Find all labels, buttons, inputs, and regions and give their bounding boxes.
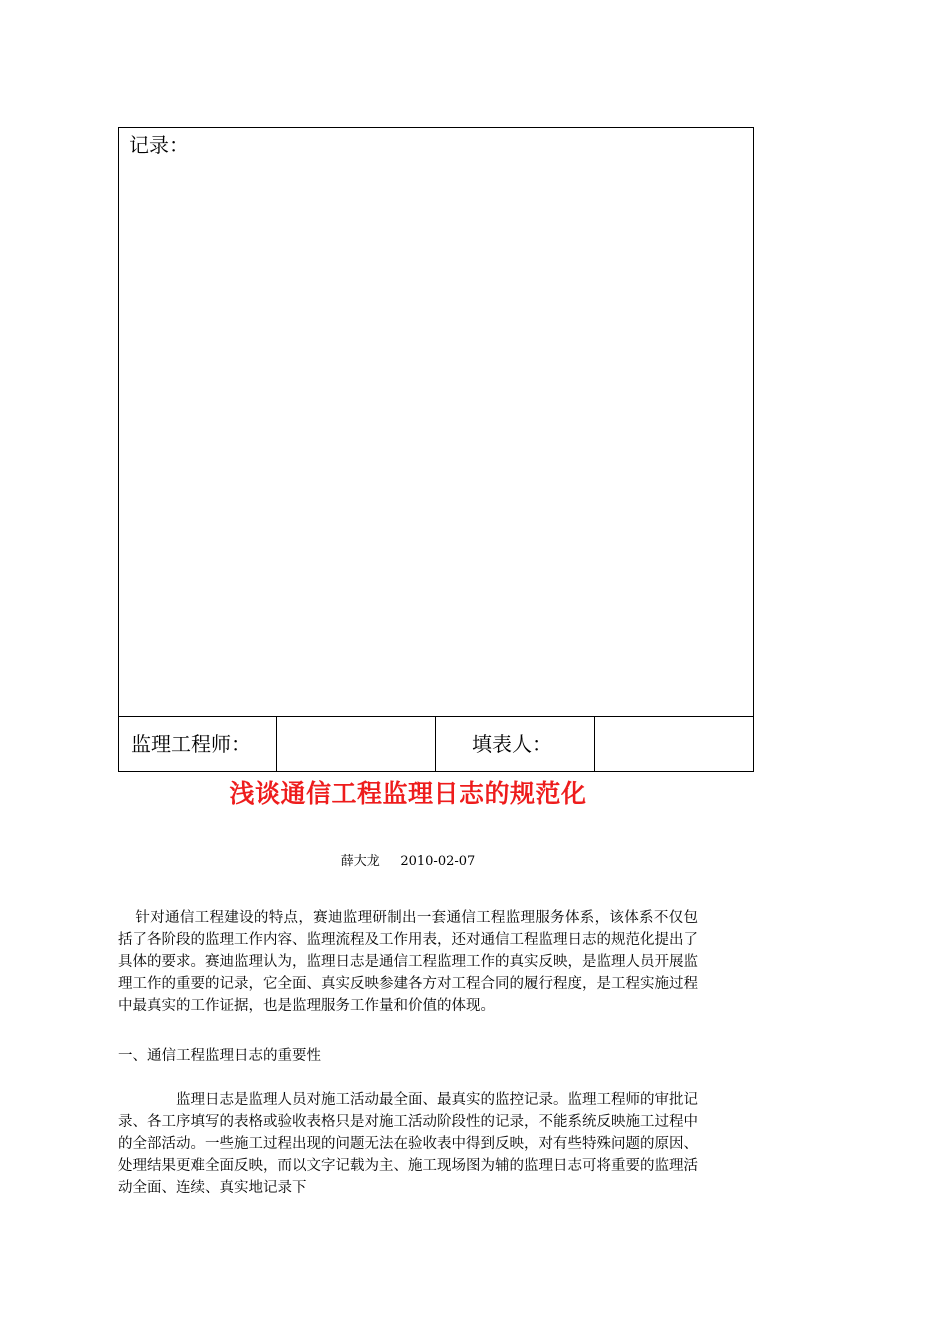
filler-label-cell [436,717,595,772]
supervision-log-form [118,127,754,772]
filler-label: 填表人： [472,732,552,756]
article-byline: 薛大龙 2010-02-07 [340,854,476,869]
engineer-signature-cell[interactable] [277,717,436,772]
article-title: 浅谈通信工程监理日志的规范化 [229,779,587,808]
filler-signature-cell[interactable] [595,717,754,772]
section-heading: 一、通信工程监理日志的重要性 [118,1048,321,1064]
intro-paragraph: 针对通信工程建设的特点，赛迪监理研制出一套通信工程监理服务体系，该体系不仅包括了各阶段的监理工作内容、监理流程及工作用表，还对通信工程监理日志的规范化提出了具体的要求。赛迪监理认为，监理日志是通信工程监理工作的真实反映，是监理人员开展监理工作的重要的记录，它全面、真实反映参建各方对工程合同的履行程度，是工程实施过程中最真实的工作证据，也是监理服务工作量和价值的体现。 [118,910,698,1014]
engineer-label: 监理工程师： [131,732,251,756]
section-paragraph: 监理日志是监理人员对施工活动最全面、最真实的监控记录。监理工程师的审批记录、各工序填写的表格或验收表格只是对施工活动阶段性的记录，不能系统反映施工过程中的全部活动。一些施工过程出现的问题无法在验收表中得到反映，对有些特殊问题的原因、处理结果更难全面反映，而以文字记载为主、施工现场图为辅的监理日志可将重要的监理活动全面、连续、真实地记录下 [118,1092,698,1196]
record-label: 记录： [129,133,189,157]
engineer-label-cell [119,717,277,772]
record-cell[interactable] [119,128,754,717]
